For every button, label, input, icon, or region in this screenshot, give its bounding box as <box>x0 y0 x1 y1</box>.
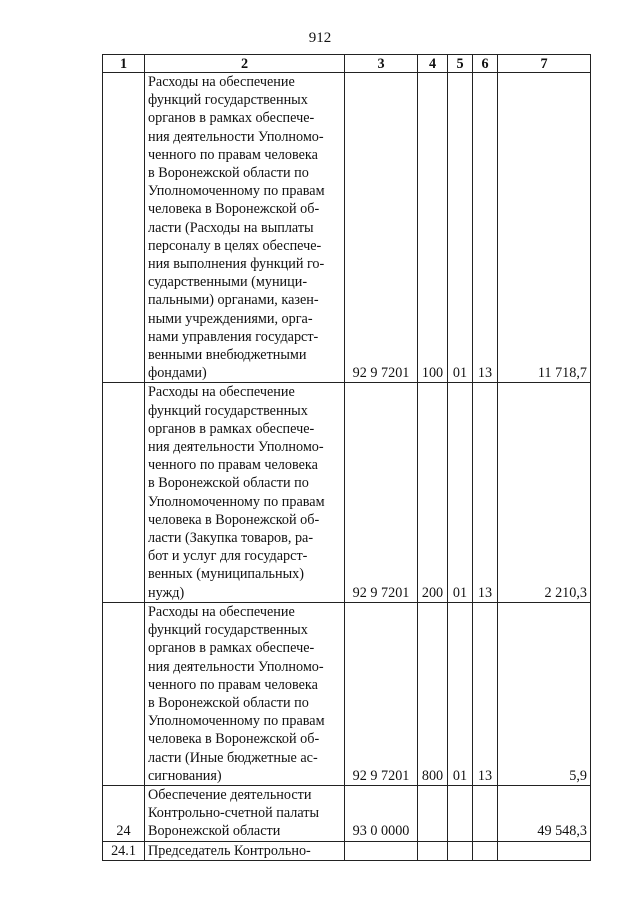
target-code-cell: 92 9 7201 <box>345 383 418 602</box>
section-cell <box>448 785 473 841</box>
row-description-cell <box>145 383 345 602</box>
description-line: пальными) органами, казен- <box>148 292 319 309</box>
description-line: в Воронежской области по <box>148 475 309 492</box>
subsection-cell <box>473 841 498 860</box>
table-row <box>103 383 591 602</box>
header-cell-4: 4 <box>418 55 448 73</box>
description-line: в Воронежской области по <box>148 165 309 182</box>
description-line: функций государственных <box>148 402 308 419</box>
section-cell <box>448 841 473 860</box>
table-row <box>103 602 591 785</box>
table-row <box>103 785 591 841</box>
expense-type-cell: 800 <box>418 602 448 785</box>
table-body <box>103 73 591 861</box>
row-description-cell <box>145 602 345 785</box>
page-number: 912 <box>308 30 332 46</box>
subsection-cell: 13 <box>473 602 498 785</box>
subsection-cell <box>473 785 498 841</box>
row-number-cell <box>103 602 145 785</box>
amount-cell: 49 548,3 <box>498 785 591 841</box>
row-description-cell <box>145 785 345 841</box>
description-line: ласти (Иные бюджетные ас- <box>148 749 318 766</box>
section-cell: 01 <box>448 73 473 383</box>
description-line: ния выполнения функций го- <box>148 256 325 273</box>
description-line: органов в рамках обеспече- <box>148 640 315 657</box>
description-line: Расходы на обеспечение <box>148 74 295 90</box>
amount-cell: 11 718,7 <box>498 73 591 383</box>
row-number-cell <box>103 383 145 602</box>
description-line: в Воронежской области по <box>148 694 309 711</box>
target-code-cell: 92 9 7201 <box>345 73 418 383</box>
description-line: сигнования) <box>148 767 222 784</box>
description-line: бот и услуг для государст- <box>148 548 308 565</box>
description-line: ченного по правам человека <box>148 676 318 693</box>
target-code-cell <box>345 841 418 860</box>
description-line: Обеспечение деятельности <box>148 786 312 803</box>
description-line: ными учреждениями, орга- <box>148 310 313 327</box>
row-number-cell <box>103 73 145 383</box>
description-line: персоналу в целях обеспече- <box>148 237 322 254</box>
description-line: ласти (Закупка товаров, ра- <box>148 530 314 547</box>
description-line: человека в Воронежской об- <box>148 511 320 528</box>
description-line: ченного по правам человека <box>148 457 318 474</box>
expense-type-cell <box>418 785 448 841</box>
budget-table <box>102 54 591 861</box>
row-number-cell: 24.1 <box>103 841 145 860</box>
description-line: нами управления государст- <box>148 328 319 345</box>
amount-cell: 5,9 <box>498 602 591 785</box>
description-line: Расходы на обеспечение <box>148 603 295 620</box>
section-cell: 01 <box>448 383 473 602</box>
subsection-cell: 13 <box>473 383 498 602</box>
description-line: Уполномоченному по правам <box>148 713 325 730</box>
header-cell-3: 3 <box>345 55 418 73</box>
description-line: Председатель Контрольно- <box>148 842 311 859</box>
description-line: нужд) <box>148 584 185 601</box>
expense-type-cell <box>418 841 448 860</box>
target-code-cell: 92 9 7201 <box>345 602 418 785</box>
row-description-cell <box>145 841 345 860</box>
description-line: органов в рамках обеспече- <box>148 110 315 127</box>
target-code-cell: 93 0 0000 <box>345 785 418 841</box>
description-line: функций государственных <box>148 622 308 639</box>
description-line: венными внебюджетными <box>148 347 307 364</box>
description-line: фондами) <box>148 365 207 382</box>
description-line: ния деятельности Уполномо- <box>148 439 324 456</box>
description-line: органов в рамках обеспече- <box>148 420 315 437</box>
description-line: Расходы на обеспечение <box>148 384 295 401</box>
amount-cell: 2 210,3 <box>498 383 591 602</box>
description-line: человека в Воронежской об- <box>148 731 320 748</box>
section-cell: 01 <box>448 602 473 785</box>
amount-cell <box>498 841 591 860</box>
header-row <box>103 55 591 73</box>
description-line: функций государственных <box>148 92 308 109</box>
table-row <box>103 73 591 383</box>
description-line: ния деятельности Уполномо- <box>148 128 324 145</box>
description-line: ченного по правам человека <box>148 146 318 163</box>
description-line: Уполномоченному по правам <box>148 183 325 200</box>
description-line: сударственными (муници- <box>148 274 308 291</box>
row-description-cell <box>145 73 345 383</box>
expense-type-cell: 200 <box>418 383 448 602</box>
header-cell-1: 1 <box>103 55 145 73</box>
header-cell-2: 2 <box>145 55 345 73</box>
table-row <box>103 841 591 860</box>
description-line: Уполномоченному по правам <box>148 493 325 510</box>
description-line: ния деятельности Уполномо- <box>148 658 324 675</box>
description-line: Контрольно-счетной палаты <box>148 805 320 822</box>
subsection-cell: 13 <box>473 73 498 383</box>
description-line: ласти (Расходы на выплаты <box>148 219 314 236</box>
expense-type-cell: 100 <box>418 73 448 383</box>
description-line: Воронежской области <box>148 823 281 840</box>
header-cell-5: 5 <box>448 55 473 73</box>
description-line: человека в Воронежской об- <box>148 201 320 218</box>
description-line: венных (муниципальных) <box>148 566 304 583</box>
header-cell-7: 7 <box>498 55 591 73</box>
header-cell-6: 6 <box>473 55 498 73</box>
row-number-cell: 24 <box>103 785 145 841</box>
